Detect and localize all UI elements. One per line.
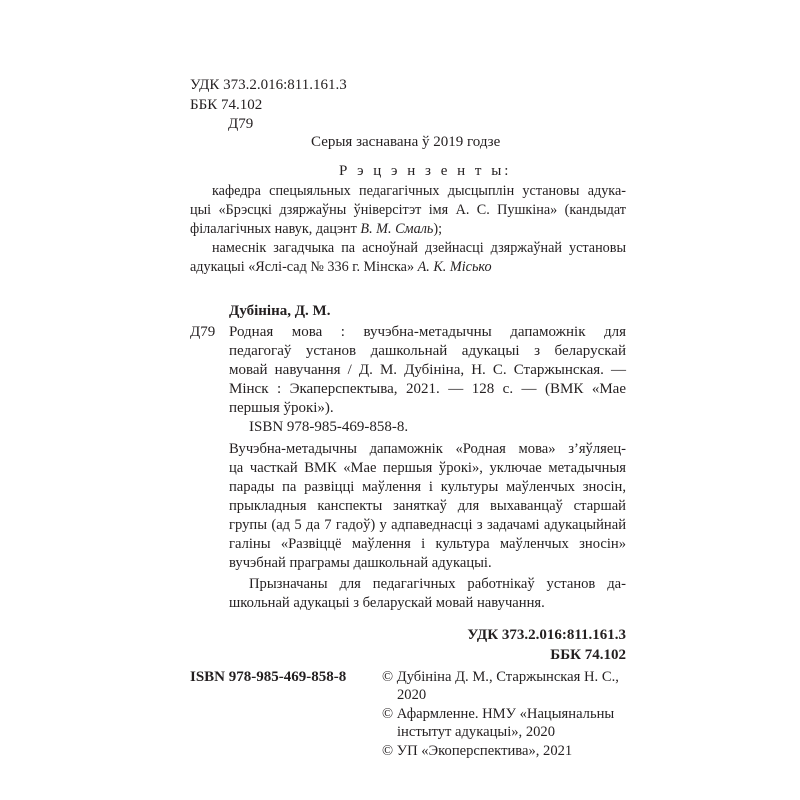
bbk-code: ББК 74.102 [190,97,263,113]
annotation-line: Вучэбна-метадычны дапаможнік «Родная мова» з’яўляец- [229,441,626,457]
footer-udk: УДК 373.2.016:811.161.3 [467,627,626,643]
reviewer-line [190,220,442,239]
record-line: Родная мова : вучэбна-метадычны дапаможнік для [229,324,626,340]
record-line: педагогаў установ дашкольнай адукацыі з беларускай [229,343,626,359]
copyright-line: © УП «Экоперспектива», 2021 [382,743,573,759]
copyright-line: © Дубініна Д. М., Старжынская Н. С., [382,669,619,685]
record-code: Д79 [190,324,216,340]
footer-isbn: ISBN 978-985-469-858-8 [190,669,347,685]
author-mark: Д79 [228,116,254,132]
reviewer-name: В. М. Смаль [360,221,434,237]
reviewer-name: А. К. Місько [417,259,492,275]
reviewer-line [190,258,492,277]
annotation-line: Прызначаны для педагагічных работнікаў установ да- [249,576,626,592]
annotation-line: школьнай адукацыі з беларускай мовай навучання. [229,595,545,611]
record-line: Мінск : Экаперспектыва, 2021. — 128 с. — (ВМК «Мае [229,381,626,397]
record-line: мовай навучання / Д. М. Дубініна, Н. С. Старжынская. — [229,362,626,378]
reviewers-title: Р э ц э н з е н т ы: [339,163,512,179]
annotation-line: прыкладныя канспекты заняткаў для выхаванцаў старшай [229,498,626,514]
record-isbn: ISBN 978-985-469-858-8. [249,419,409,435]
copyright-line: інстытут адукацыі», 2020 [397,724,556,740]
record-line: першыя ўрокі»). [229,400,334,416]
annotation-line: галіны «Развіццё маўлення і культура маўленчых зносін» [229,536,626,552]
reviewer-line: цыі «Брэсцкі дзяржаўны ўніверсітэт імя А. С. Пушкіна» (кандыдат [190,202,626,218]
series-note: Серыя заснавана ў 2019 годзе [311,134,501,150]
udk-code: УДК 373.2.016:811.161.3 [190,77,347,93]
copyright-line: 2020 [397,687,427,703]
record-author: Дубініна, Д. М. [229,303,331,319]
annotation-line: вучэбнай праграмы дашкольнай адукацыі. [229,555,492,571]
footer-bbk: ББК 74.102 [550,647,626,663]
annotation-line: групы (ад 5 да 7 гадоў) у адпаведнасці з задачамі адукацыйнай [229,517,626,533]
annotation-line: ца часткай ВМК «Мае першыя ўрокі», уключае метадычныя [229,460,626,476]
reviewer-affiliation: філалагічных навук, дацэнт [190,221,361,237]
reviewer-line: намеснік загадчыка па асноўнай дзейнасці дзяржаўнай установы [212,240,626,256]
copyright-line: © Афармленне. НМУ «Нацыянальны [382,706,615,722]
reviewer-affiliation-end: ); [433,221,443,237]
annotation-line: парады па развіцці маўлення і культуры маўленчых зносін, [229,479,626,495]
reviewer-line: кафедра спецыяльных педагагічных дысцыплін установы адука- [212,183,626,199]
reviewer-affiliation: адукацыі «Яслі-сад № 336 г. Мінска» [190,259,418,275]
